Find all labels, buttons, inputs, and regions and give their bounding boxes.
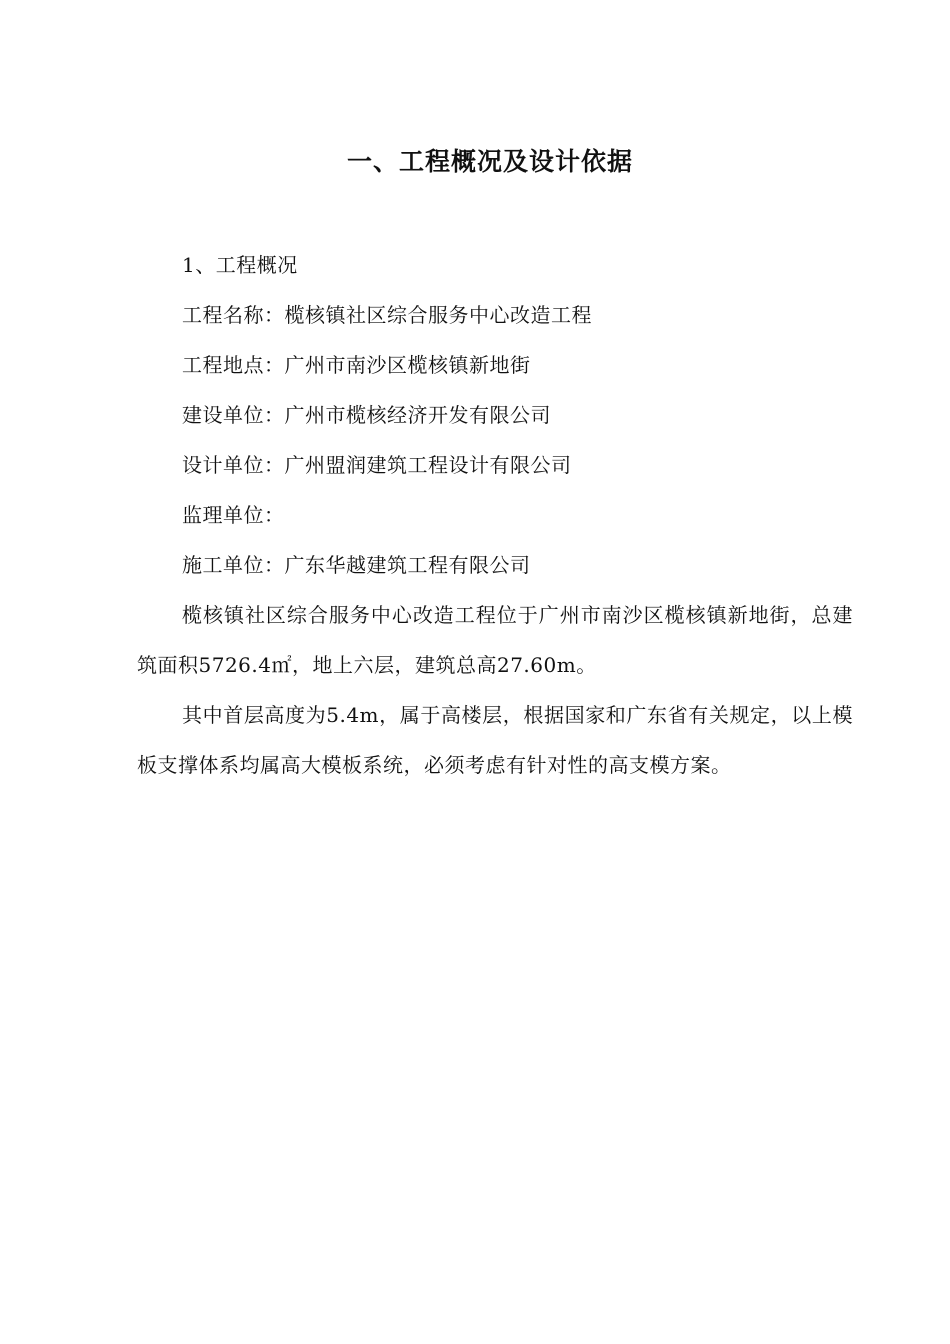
paragraph-project-summary: 榄核镇社区综合服务中心改造工程位于广州市南沙区榄核镇新地街，总建筑面积5726.4㎡，地上六层，建筑总高27.60m。 xyxy=(137,603,853,677)
field-design-unit: 设计单位：广州盟润建筑工程设计有限公司 xyxy=(182,453,572,477)
paragraph-formwork-note: 其中首层高度为5.4m，属于高楼层，根据国家和广东省有关规定，以上模板支撑体系均属高大模板系统，必须考虑有针对性的高支模方案。 xyxy=(137,703,853,777)
field-project-name: 工程名称：榄核镇社区综合服务中心改造工程 xyxy=(182,303,592,327)
document-body xyxy=(137,240,853,790)
field-owner-unit: 建设单位：广州市榄核经济开发有限公司 xyxy=(182,403,551,427)
field-project-location: 工程地点：广州市南沙区榄核镇新地街 xyxy=(182,353,531,377)
section-heading: 1、工程概况 xyxy=(182,253,298,277)
field-construction-unit: 施工单位：广东华越建筑工程有限公司 xyxy=(182,553,531,577)
field-supervision-unit: 监理单位： xyxy=(182,503,285,527)
document-title: 一、工程概况及设计依据 xyxy=(346,147,633,176)
